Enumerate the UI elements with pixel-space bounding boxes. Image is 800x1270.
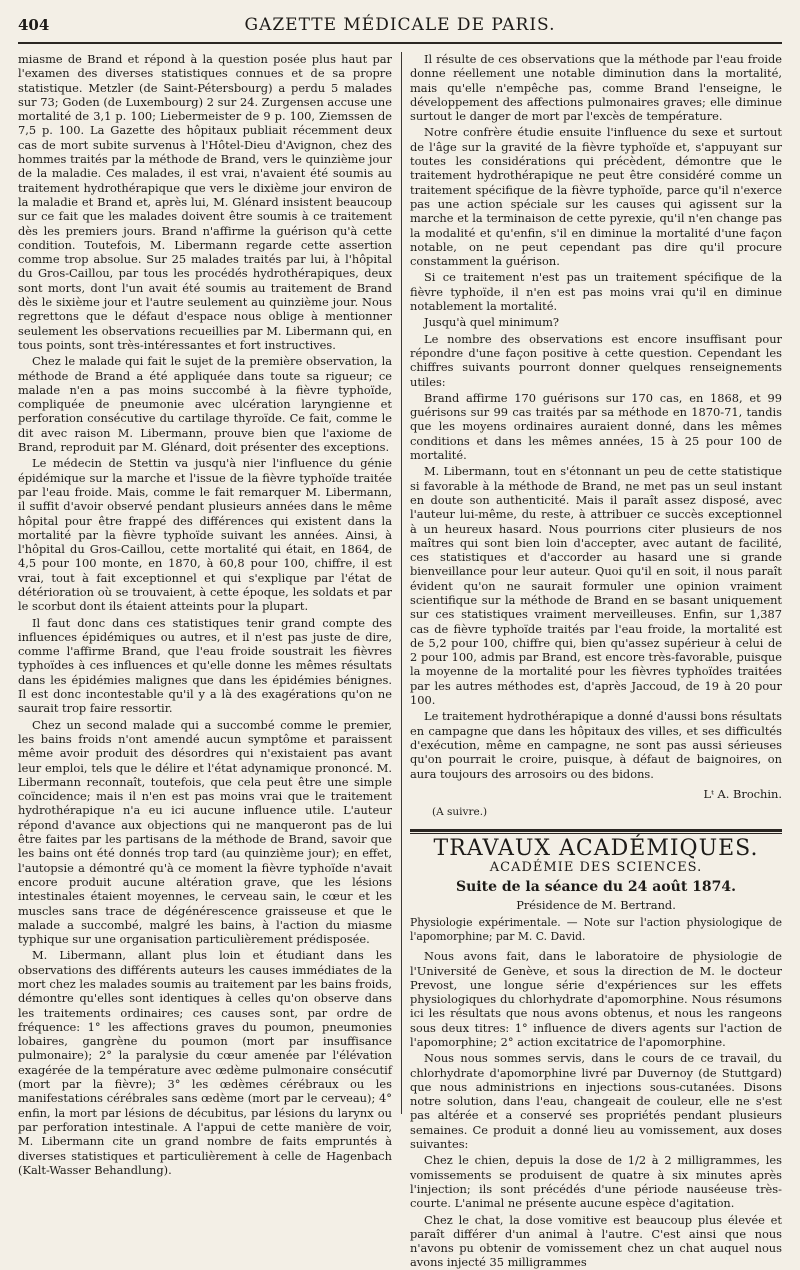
- page-number: 404: [18, 16, 50, 34]
- paragraph: Si ce traitement n'est pas un traitement spécifique de la fièvre typhoïde, il n'en est pas moins vrai qu'il en diminue notablement la mortalité.: [410, 270, 782, 314]
- paragraph: Chez le malade qui fait le sujet de la première observation, la méthode de Brand a été appliquée dans toute sa rigueur; ce malade n'en a pas moins succombé à la fièvre typhoïde, compliquée de pneumonie avec ulcération laryngienne et perforation consécutive du cartilage thyroïde. Ce fait, comme le dit avec raison M. Libermann, prouve bien que l'axiome de Brand, reproduit par M. Glénard, doit présenter des exceptions.: [18, 354, 392, 455]
- paragraph: M. Libermann, tout en s'étonnant un peu de cette statistique si favorable à la méthode de Brand, ne met pas un seul instant en doute son authenticité. Mais il paraît assez disposé, avec l'auteur lui-même, du reste, à attribuer ce succès exceptionnel à un heureux hasard. Nous pourrions citer plusieurs de nos maîtres qui sont bien loin d'accepter, avec autant de facilité, ces statistiques et d'accorder au hasard une si grande bienveillance pour leur auteur. Quoi qu'il en soit, il nous paraît évident qu'on ne saurait formuler une opinion vraiment scientifique sur la méthode de Brand en se basant uniquement sur ces statistiques vraiment merveilleuses. Enfin, sur 1,387 cas de fièvre typhoïde traités par l'eau froide, la mortalité est de 5,2 pour 100, chiffre qui, bien qu'assez supérieur à celui de 2 pour 100, admis par Brand, est encore très-favorable, puisque la moyenne de la mortalité pour les fièvres typhoïdes traitées par les autres méthodes est, d'après Jaccoud, de 19 à 20 pour 100.: [410, 464, 782, 708]
- paragraph: Nous nous sommes servis, dans le cours de ce travail, du chlorhydrate d'apomorphine livré par Duvernoy (de Stuttgard) que nous administrions en injections sous-cutanées. Disons notre solution, dans l'eau, changeait de couleur, elle ne s'est pas altérée et a conservé ses propriétés pendant plusieurs semaines. Ce produit a donné lieu au vomissement, aux doses suivantes:: [410, 1051, 782, 1152]
- paragraph: Notre confrère étudie ensuite l'influence du sexe et surtout de l'âge sur la gravité de la fièvre typhoïde et, s'appuyant sur toutes les considérations qui précèdent, démontre que le traitement hydrothérapique ne peut être considéré comme un traitement spécifique de la fièvre typhoïde, parce qu'il n'exerce pas une action spéciale sur les causes qui agissent sur la marche et la terminaison de cette pyrexie, qu'il n'en change pas la modalité et qu'enfin, s'il en diminue la mortalité d'une façon notable, on ne peut cependant pas dire qu'il procure constamment la guérison.: [410, 125, 782, 269]
- page-header: [18, 14, 782, 40]
- paragraph: Il résulte de ces observations que la méthode par l'eau froide donne réellement une notable diminution dans la mortalité, mais qu'elle n'empêche pas, comme Brand l'enseigne, le développement des affections pulmonaires graves; elle diminue surtout le danger de mort par l'excès de température.: [410, 52, 782, 124]
- presidency-line: Présidence de M. Bertrand.: [516, 898, 676, 913]
- paragraph: Jusqu'à quel minimum?: [424, 315, 560, 330]
- paragraph: Chez un second malade qui a succombé comme le premier, les bains froids n'ont amendé aucun symptôme et paraissent même avoir produit des désordres qui n'existaient pas avant leur emploi, tels que le délire et l'état adynamique prononcé. M. Libermann reconnaît, toutefois, que cela peut être une simple coïncidence; mais il n'en est pas moins vrai que le traitement hydrothérapique n'a eu ici aucune influence utile. L'auteur répond d'avance aux objections qui ne manqueront pas de lui être faites par les partisans de la méthode de Brand, savoir que les bains ont été donnés trop tard (au quinzième jour); en effet, l'autopsie a démontré qu'à ce moment la fièvre typhoïde n'avait encore produit aucune altération grave, que les lésions intestinales étaient moyennes, le cerveau sain, le cœur et les muscles sans trace de dégénérescence graisseuse et que le malade a succombé, malgré les bains, à l'action du miasme typhique sur une organisation particulièrement prédisposée.: [18, 717, 392, 947]
- paragraph: Le traitement hydrothérapique a donné d'aussi bons résultats en campagne que dans les hôpitaux des villes, et ses difficultés d'exécution, même en campagne, ne sont pas aussi sérieuses qu'on pourrait le croire, puisque, à défaut de baignoires, on aura toujours des arrosoirs ou des bidons.: [410, 709, 782, 781]
- journal-title: GAZETTE MÉDICALE DE PARIS.: [244, 15, 556, 35]
- paragraph: Brand affirme 170 guérisons sur 170 cas, en 1868, et 99 guérisons sur 99 cas traités par sa méthode en 1870-71, tandis que les moyens ordinaires auraient donné, dans les mêmes conditions et dans les mêmes années, 15 à 25 pour 100 de mortalité.: [410, 390, 782, 463]
- session-heading: Suite de la séance du 24 août 1874.: [456, 879, 736, 896]
- author-signature: Lᵗ A. Brochin.: [703, 786, 782, 801]
- paragraph: Le nombre des observations est encore insuffisant pour répondre d'une façon positive à cette question. Cependant les chiffres suivants pourront donner quelques renseignements utiles:: [410, 331, 782, 389]
- section-title: TRAVAUX ACADÉMIQUES.: [433, 836, 759, 862]
- to-be-continued: (A suivre.): [432, 806, 488, 819]
- paragraph: Chez le chien, depuis la dose de 1/2 à 2 milligrammes, les vomissements se produisent de quatre à six minutes après l'injection; ils sont précédés d'une période nauséeuse très-courte. L'animal ne présente aucune espèce d'agitation.: [410, 1153, 782, 1211]
- note-title: Physiologie expérimentale. — Note sur l'action physiologique de l'apomorphine; par M. C. David.: [410, 915, 782, 943]
- paragraph: Chez le chat, la dose vomitive est beaucoup plus élevée et paraît différer d'un animal à l'autre. C'est ainsi que nous n'avons pu obtenir de vomissement chez un chat auquel nous avons injecté 35 milligrammes: [410, 1212, 782, 1270]
- paragraph: Nous avons fait, dans le laboratoire de physiologie de l'Université de Genève, et sous la direction de M. le docteur Prevost, une longue série d'expériences sur les effets physiologiques du chlorhydrate d'apomorphine. Nous résumons ici les résultats que nous avons obtenus, et nous les rangeons sous deux titres: 1° influence de divers agents sur l'action de l'apomorphine; 2° action excitatrice de l'apomorphine.: [410, 949, 782, 1049]
- left-column: [18, 52, 392, 1177]
- column-divider: [401, 52, 402, 1114]
- paragraph: Il faut donc dans ces statistiques tenir grand compte des influences épidémiques ou autres, et il n'est pas juste de dire, comme l'affirme Brand, que l'eau froide soustrait les fièvres typhoïdes à ces influences et qu'elle donne les mêmes résultats dans les épidémies malignes que dans les épidémies bénignes. Il est donc incontestable qu'il y a là des exagérations qu'on ne saurait trop faire ressortir.: [18, 615, 392, 716]
- section-rule-thick: [410, 829, 782, 832]
- section-rule-thin: [410, 833, 782, 834]
- header-rule: [18, 42, 782, 44]
- right-column: [410, 52, 782, 1270]
- paragraph: M. Libermann, allant plus loin et étudiant dans les observations des différents auteurs les causes immédiates de la mort chez les malades soumis au traitement par les bains froids, démontre qu'elles sont identiques à celles qu'on observe dans les traitements ordinaires; ces causes sont, par ordre de fréquence: 1° les affections graves du poumon, pneumonies lobaires, gangrène du poumon (mort par insuffisance pulmonaire); 2° la paralysie du cœur amenée par l'élévation exagérée de la température avec œdème pulmonaire consécutif (mort par la fièvre); 3° les œdèmes cérébraux ou les manifestations cérébrales sans œdème (mort par le cerveau); 4° enfin, la mort par lésions de décubitus, par lésions du larynx ou par perforation intestinale. A l'appui de cette manière de voir, M. Libermann cite un grand nombre de faits empruntés à diverses statistiques et particulièrement à celle de Hagenbach (Kalt-Wasser Behandlung).: [18, 948, 392, 1177]
- paragraph: Le médecin de Stettin va jusqu'à nier l'influence du génie épidémique sur la marche et l'issue de la fièvre typhoïde traitée par l'eau froide. Mais, comme le fait remarquer M. Libermann, il suffit d'avoir observé pendant plusieurs années dans le même hôpital pour être frappé des différences qui existent dans la mortalité par la fièvre typhoïde suivant les années. Ainsi, à l'hôpital du Gros-Caillou, cette mortalité qui était, en 1864, de 4,5 pour 100 monte, en 1870, à 60,8 pour 100, chiffre, il est vrai, tout à fait exceptionnel et qui s'explique par l'état de détérioration où se trouvaient, à cette époque, les soldats et par le scorbut dont ils étaient atteints pour la plupart.: [18, 456, 392, 614]
- paragraph: miasme de Brand et répond à la question posée plus haut par l'examen des diverses statistiques connues et de sa propre statistique. Metzler (de Saint-Pétersbourg) a perdu 5 malades sur 73; Goden (de Luxembourg) 2 sur 24. Zurgensen accuse une mortalité de 3,1 p. 100; Liebermeister de 9 p. 100, Ziemssen de 7,5 p. 100. La Gazette des hôpitaux publiait récemment deux cas de mort subite survenus à l'Hôtel-Dieu d'Avignon, chez des hommes traités par la méthode de Brand, vers le quinzième jour de la maladie. Ces malades, il est vrai, n'avaient été soumis au traitement hydrothérapique que vers le dixième jour environ de la maladie et Brand et, après lui, M. Glénard insistent beaucoup sur ce fait que les malades doivent être soumis à ce traitement dès les premiers jours. Brand n'affirme la guérison qu'à cette condition. Toutefois, M. Libermann regarde cette assertion comme trop absolue. Sur 25 malades traités par lui, à l'hôpital du Gros-Caillou, par tous les procédés hydrothérapiques, deux sont morts, dont l'un avait été soumis au traitement de Brand dès le sixième jour et l'autre seulement au quinzième jour. Nous regrettons que le défaut d'espace nous oblige à mentionner seulement les observations recueillies par M. Libermann qui, en tous points, sont très-intéressantes et fort instructives.: [18, 52, 392, 352]
- section-subtitle: ACADÉMIE DES SCIENCES.: [489, 859, 703, 875]
